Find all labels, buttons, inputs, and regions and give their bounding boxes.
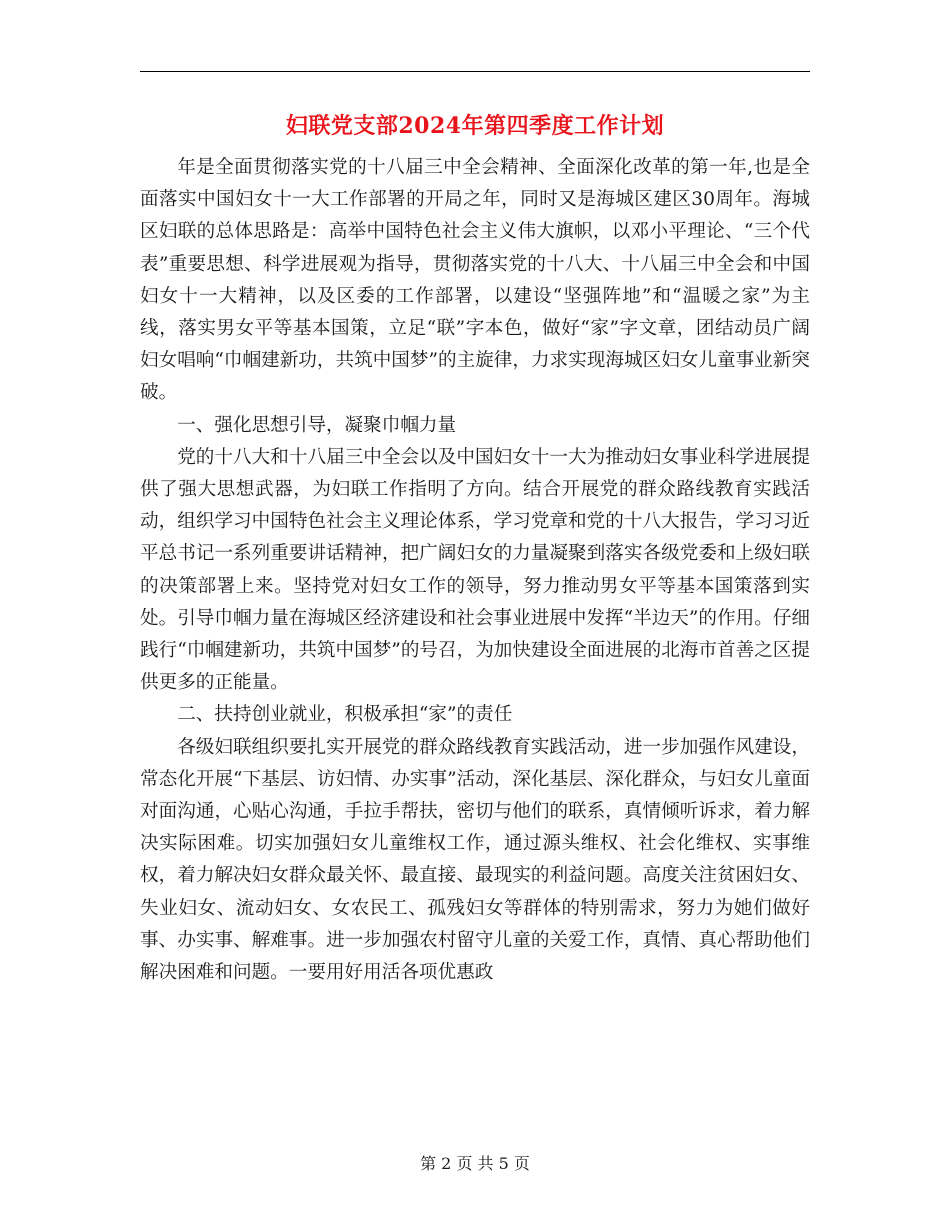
paragraph-section-2: 各级妇联组织要扎实开展党的群众路线教育实践活动，进一步加强作风建设，常态化开展“下基层、访妇情、办实事”活动，深化基层、深化群众，与妇女儿童面对面沟通，心贴心沟通，手拉手帮扶，密切与他们的联系，真情倾听诉求，着力解决实际困难。切实加强妇女儿童维权工作，通过源头维权、社会化维权、实事维权，着力解决妇女群众最关怀、最直接、最现实的利益问题。高度关注贫困妇女、失业妇女、流动妇女、女农民工、孤残妇女等群体的特别需求，努力为她们做好事、办实事、解难事。进一步加强农村留守儿童的关爱工作，真情、真心帮助他们解决困难和问题。一要用好用活各项优惠政 — [140, 736, 810, 984]
page-footer — [0, 1152, 950, 1176]
footer-mid: 页 共 — [456, 1154, 494, 1173]
document-title: 妇联党支部2024年第四季度工作计划 — [285, 113, 665, 139]
paragraph-section-1: 党的十八大和十八届三中全会以及中国妇女十一大为推动妇女事业科学进展提供了强大思想武器，为妇联工作指明了方向。结合开展党的群众路线教育实践活动，组织学习中国特色社会主义理论体系，学习党章和党的十八大报告，学习习近平总书记一系列重要讲话精神，把广阔妇女的力量凝聚到落实各级党委和上级妇联的决策部署上来。坚持党对妇女工作的领导，努力推动男女平等基本国策落到实处。引导巾帼力量在海城区经济建设和社会事业进展中发挥“半边天”的作用。仔细践行“巾帼建新功，共筑中国梦”的号召，为加快建设全面进展的北海市首善之区提供更多的正能量。 — [140, 446, 810, 694]
footer-prefix: 第 — [420, 1154, 437, 1173]
footer-suffix: 页 — [513, 1154, 530, 1173]
document-body — [140, 152, 810, 989]
section-heading-2: 二、扶持创业就业，积极承担“家”的责任 — [177, 704, 513, 726]
section-heading-1: 一、强化思想引导，凝聚巾帼力量 — [177, 414, 457, 436]
paragraph-intro: 年是全面贯彻落实党的十八届三中全会精神、全面深化改革的第一年,也是全面落实中国妇女十一大工作部署的开局之年，同时又是海城区建区30周年。海城区妇联的总体思路是：高举中国特色社会主义伟大旗帜，以邓小平理论、“三个代表”重要思想、科学进展观为指导，贯彻落实党的十八大、十八届三中全会和中国妇女十一大精神，以及区委的工作部署，以建设“坚强阵地”和“温暖之家”为主线，落实男女平等基本国策，立足“联”字本色，做好“家”字文章，团结动员广阔妇女唱响“巾帼建新功，共筑中国梦”的主旋律，力求实现海城区妇女儿童事业新突破。 — [140, 157, 810, 404]
header-rule — [140, 71, 810, 72]
footer-current-page: 2 — [441, 1154, 452, 1173]
footer-total-pages: 5 — [498, 1154, 509, 1173]
